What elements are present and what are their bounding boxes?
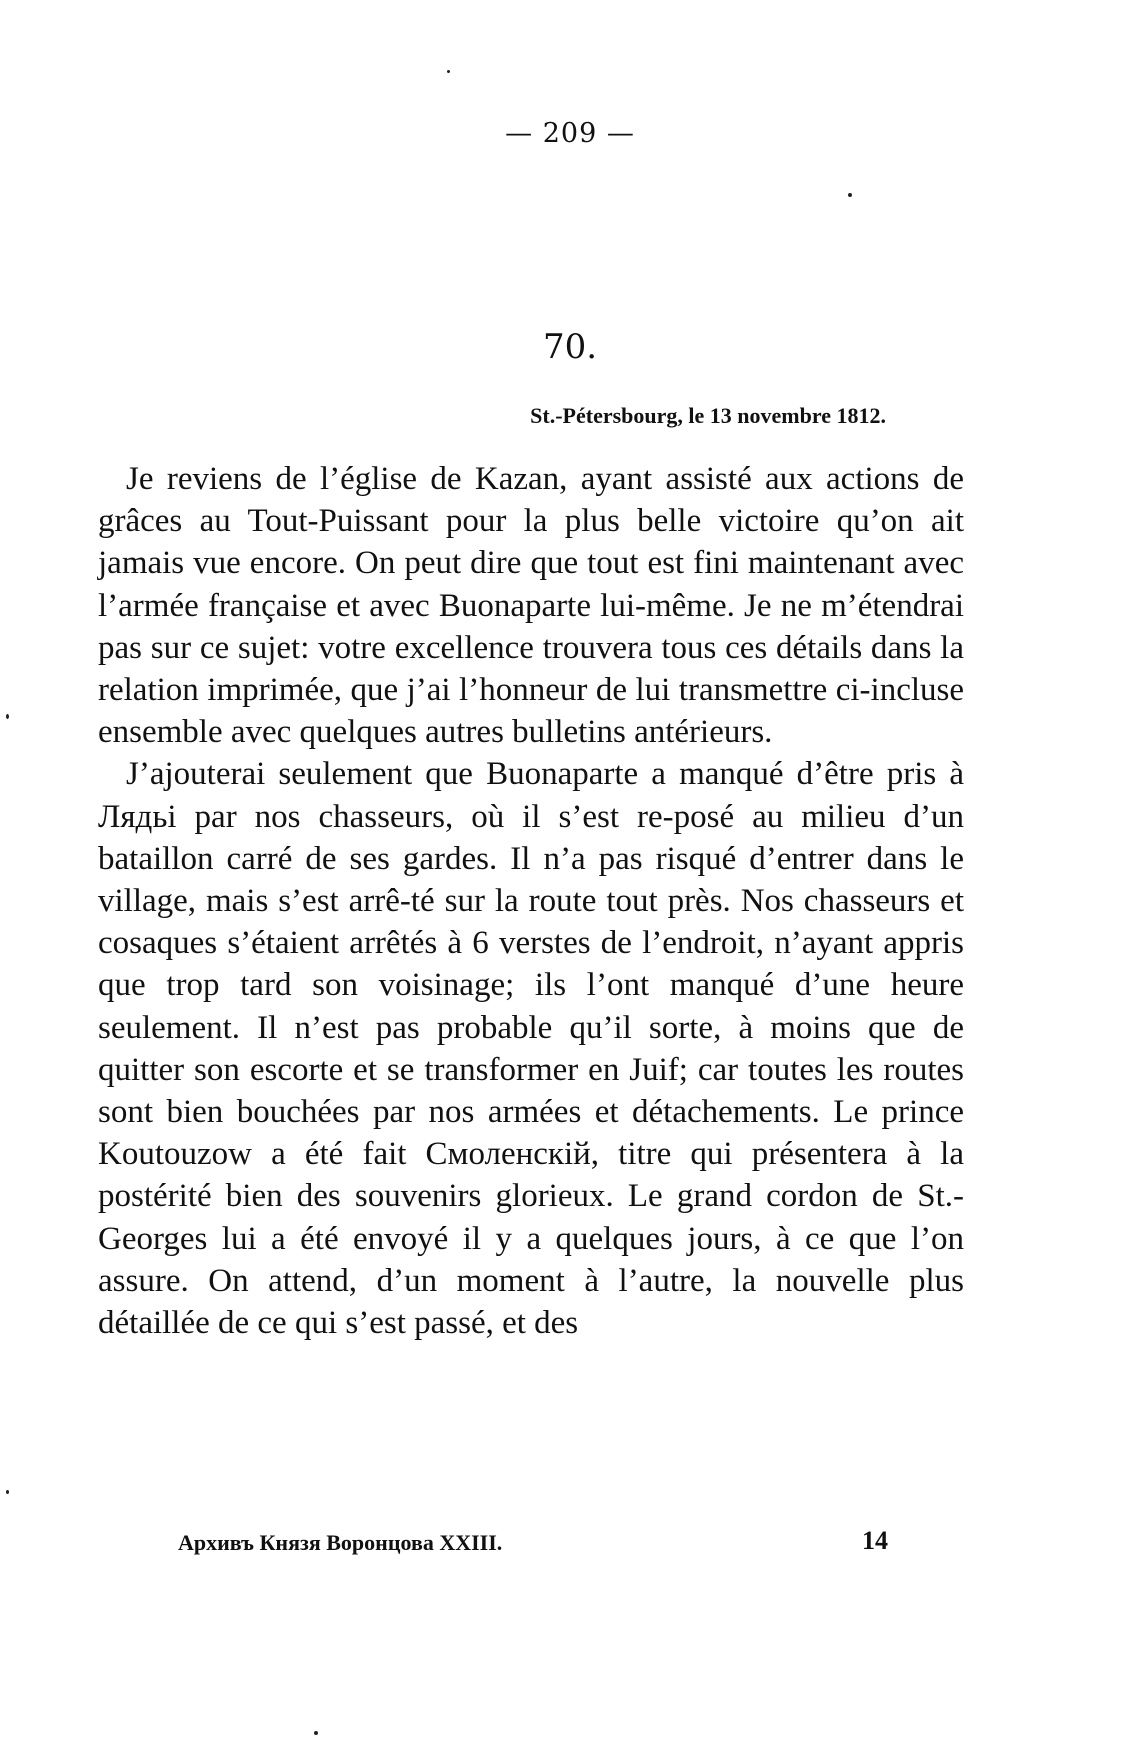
dateline: St.-Pétersbourg, le 13 novembre 1812. — [530, 403, 886, 428]
letter-number: 70. — [542, 327, 598, 367]
paragraph-2: J’ajouterai seulement que Buonaparte a manqué d’être pris à Лядьi par nos chasseurs, où il s’est re-posé au milieu d’un bataillon carré de ses gardes. Il n’a pas risqué d’entrer dans le village, mais s’est arrê-té sur la route tout près. Nos chasseurs et cosaques s’étaient arrêtés à 6 verstes de l’endroit, n’ayant appris que trop tard son voisinage; ils l’ont manqué d’une heure seulement. Il n’est pas probable qu’il sorte, à moins que de quitter son escorte et se transformer en Juif; car toutes les routes sont bien bouchées par nos armées et détachements. Le prince Koutouzow a été fait Смоленскій, titre qui présentera à la postérité bien des souvenirs glorieux. Le grand cordon de St.-Georges lui a été envoyé il y a quelques jours, à ce que l’on assure. On attend, d’un moment à l’autre, la nouvelle plus détaillée de ce qui s’est passé, et des — [98, 756, 964, 1342]
scan-speck — [848, 193, 852, 197]
scan-speck — [447, 70, 450, 73]
scan-speck — [314, 1731, 318, 1735]
collection-title: Архивъ Князя Воронцова XXIII. — [178, 1530, 503, 1555]
letter-body — [98, 458, 964, 1344]
scan-speck — [6, 714, 9, 719]
page-number: — 209 — — [505, 118, 635, 149]
signature-mark: 14 — [862, 1526, 888, 1555]
paragraph-1: Je reviens de l’église de Kazan, ayant assisté aux actions de grâces au Tout-Puissant pour la plus belle victoire qu’on ait jamais vue encore. On peut dire que tout est fini maintenant avec l’armée française et avec Buonaparte lui-même. Je ne m’étendrai pas sur ce sujet: votre excellence trouvera tous ces détails dans la relation imprimée, que j’ai l’honneur de lui transmettre ci-incluse ensemble avec quelques autres bulletins antérieurs. — [98, 461, 964, 751]
scan-speck — [6, 1490, 9, 1494]
